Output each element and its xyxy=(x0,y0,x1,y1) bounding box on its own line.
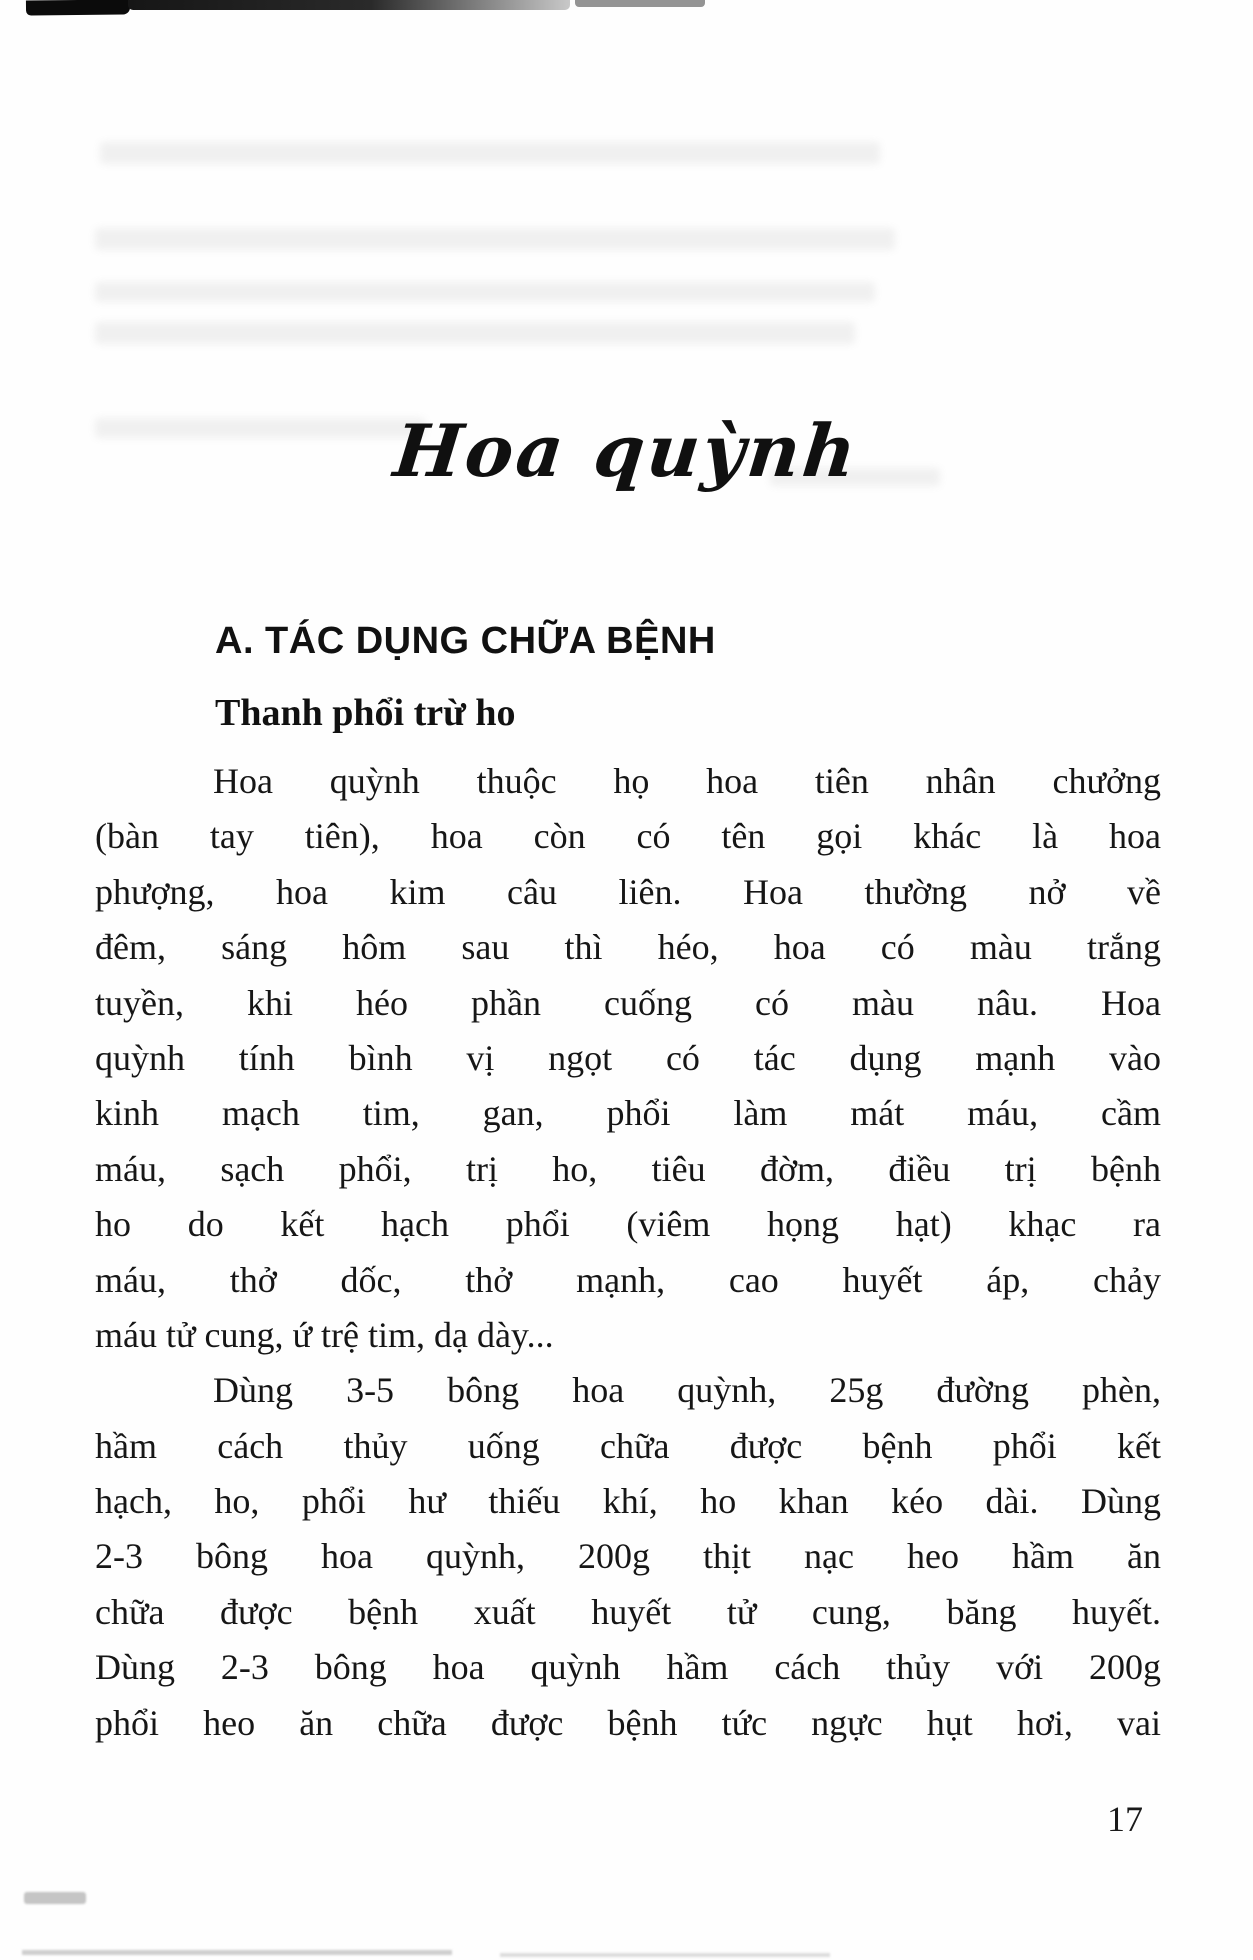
page-number: 17 xyxy=(1107,1799,1143,1839)
text-line: 2-3 bông hoa quỳnh, 200g thịt nạc heo hầm ăn xyxy=(95,1536,1161,1577)
bleedthrough-artifact xyxy=(95,322,855,344)
text-line: Dùng 2-3 bông hoa quỳnh hầm cách thủy với 200g xyxy=(95,1647,1161,1688)
scan-artifact-top-streak xyxy=(128,0,570,10)
scan-artifact-top-blob xyxy=(26,0,130,16)
page-title: Hoa quỳnh xyxy=(390,408,863,493)
text-line: tuyền, khi héo phần cuống có màu nâu. Hoa xyxy=(95,982,1161,1023)
text-line: quỳnh tính bình vị ngọt có tác dụng mạnh vào xyxy=(95,1037,1161,1078)
body-text xyxy=(95,754,1161,1751)
text-line: máu tử cung, ứ trệ tim, dạ dày... xyxy=(95,1314,554,1355)
section-heading: A. TÁC DỤNG CHỮA BỆNH xyxy=(215,620,716,662)
text-line: kinh mạch tim, gan, phổi làm mát máu, cầm xyxy=(95,1093,1161,1134)
scan-artifact-bottom-mark xyxy=(24,1892,86,1904)
text-line: đêm, sáng hôm sau thì héo, hoa có màu trắng xyxy=(95,927,1161,968)
bleedthrough-artifact xyxy=(95,282,875,302)
text-line: ho do kết hạch phổi (viêm họng hạt) khạc ra xyxy=(95,1204,1161,1245)
scan-artifact-top-smudge xyxy=(575,0,705,7)
content-column xyxy=(95,618,1161,1751)
text-line: Hoa quỳnh thuộc họ hoa tiên nhân chưởng xyxy=(213,761,1161,801)
text-line: phổi heo ăn chữa được bệnh tức ngực hụt hơi, vai xyxy=(95,1702,1161,1743)
paragraph xyxy=(95,754,1161,1363)
text-line: máu, sạch phổi, trị ho, tiêu đờm, điều trị bệnh xyxy=(95,1148,1161,1189)
text-line: Dùng 3-5 bông hoa quỳnh, 25g đường phèn, xyxy=(213,1370,1161,1411)
text-line: hạch, ho, phổi hư thiếu khí, ho khan kéo dài. Dùng xyxy=(95,1481,1161,1522)
text-line: phượng, hoa kim câu liên. Hoa thường nở về xyxy=(95,871,1161,912)
paragraph xyxy=(95,1363,1161,1751)
bleedthrough-artifact xyxy=(95,228,895,250)
text-line: (bàn tay tiên), hoa còn có tên gọi khác là hoa xyxy=(95,816,1161,857)
bleedthrough-artifact xyxy=(100,142,880,164)
text-line: hầm cách thủy uống chữa được bệnh phổi kết xyxy=(95,1425,1161,1466)
scan-artifact-bottom-line xyxy=(22,1950,452,1955)
subsection-heading: Thanh phổi trừ ho xyxy=(215,692,516,734)
scan-artifact-bottom-line xyxy=(500,1953,830,1957)
text-line: chữa được bệnh xuất huyết tử cung, băng huyết. xyxy=(95,1591,1161,1632)
text-line: máu, thở dốc, thở mạnh, cao huyết áp, chảy xyxy=(95,1259,1161,1300)
